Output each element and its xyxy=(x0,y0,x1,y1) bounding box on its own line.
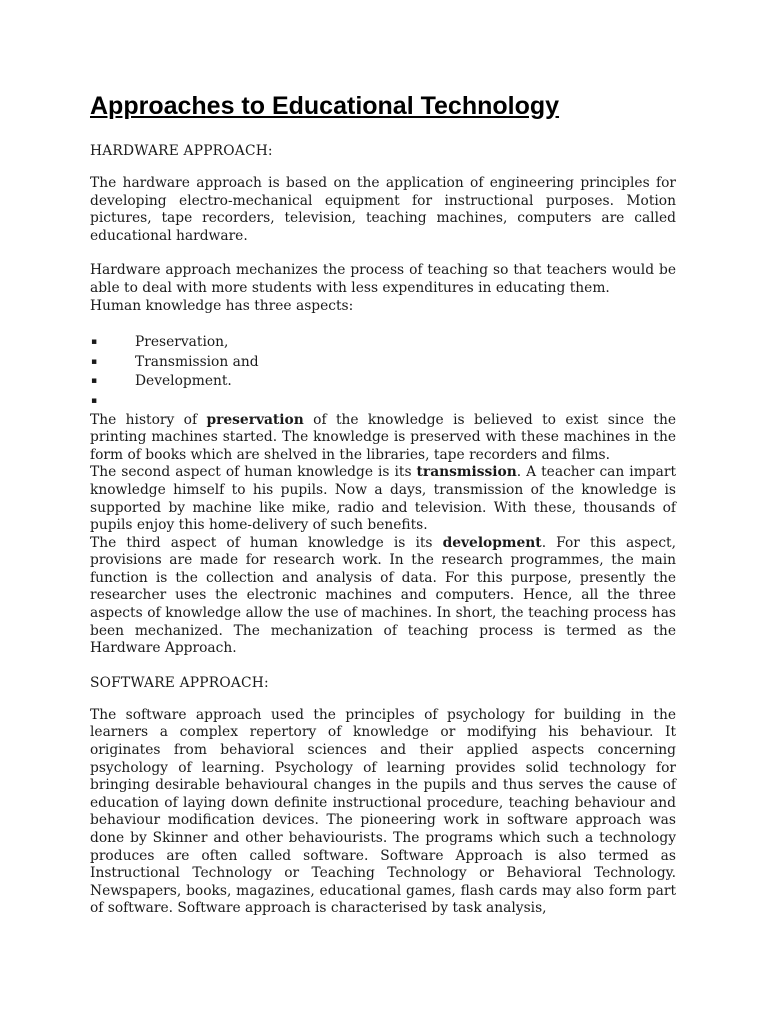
bullet-icon: ▪ xyxy=(91,376,98,387)
transmission-paragraph: The second aspect of human knowledge is its transmission. A teacher can impart knowledge himself to his pupils. Now a days, transmission of the knowledge is supported by machine like mike, radio and television. With these, thousands of pupils enjoy this home-delivery of such benefits. xyxy=(90,464,676,534)
aspects-list xyxy=(90,333,676,411)
bullet-icon: ▪ xyxy=(91,337,98,348)
list-item: ▪ Development. xyxy=(90,372,676,392)
software-heading: SOFTWARE APPROACH: xyxy=(90,674,269,691)
list-item: ▪ Preservation, xyxy=(90,333,676,353)
development-paragraph: The third aspect of human knowledge is its development. For this aspect, provisions are made for research work. In the research programmes, the main function is the collection and analysis of data. For this purpose, presently the researcher uses the electronic machines and computers. Hence, all the three aspects of knowledge allow the use of machines. In short, the teaching process has been mechanized. The mechanization of teaching process is termed as the Hardware Approach. xyxy=(90,534,676,657)
document-title: Approaches to Educational Technology xyxy=(90,92,560,120)
list-item: ▪ Transmission and xyxy=(90,353,676,373)
hardware-paragraph-3: Human knowledge has three aspects: xyxy=(90,297,354,314)
bullet-icon: ▪ xyxy=(91,395,98,406)
hardware-paragraph-1: The hardware approach is based on the application of engineering principles for developing electro-mechanical equipment for instructional purposes. Motion pictures, tape recorders, television, teaching machines, computers are called educational hardware. xyxy=(90,175,676,244)
list-item xyxy=(90,392,676,412)
hardware-heading: HARDWARE APPROACH: xyxy=(90,143,273,159)
software-paragraph-1: The software approach used the principles of psychology for building in the learners a complex repertory of knowledge or modifying his behaviour. It originates from behavioral sciences and their applied aspects concerning psychology of learning. Psychology of learning provides solid technology for bringing desirable behavioural changes in the pupils and thus serves the cause of education of laying down definite instructional procedure, teaching behaviour and behaviour modification devices. The pioneering work in software approach was done by Skinner and other behaviourists. The programs which such a technology produces are often called software. Software Approach is also termed as Instructional Technology or Teaching Technology or Behavioral Technology. Newspapers, books, magazines, educational games, flash cards may also form part of software. Software approach is characterised by task analysis, xyxy=(90,706,676,917)
preservation-paragraph: The history of preservation of the knowledge is believed to exist since the printing machines started. The knowledge is preserved with these machines in the form of books which are shelved in the libraries, tape recorders and films. xyxy=(90,411,676,463)
bullet-icon: ▪ xyxy=(91,356,98,367)
document-body xyxy=(90,92,676,918)
hardware-paragraph-2: Hardware approach mechanizes the process of teaching so that teachers would be able to deal with more students with less expenditures in educating them. xyxy=(90,262,676,296)
